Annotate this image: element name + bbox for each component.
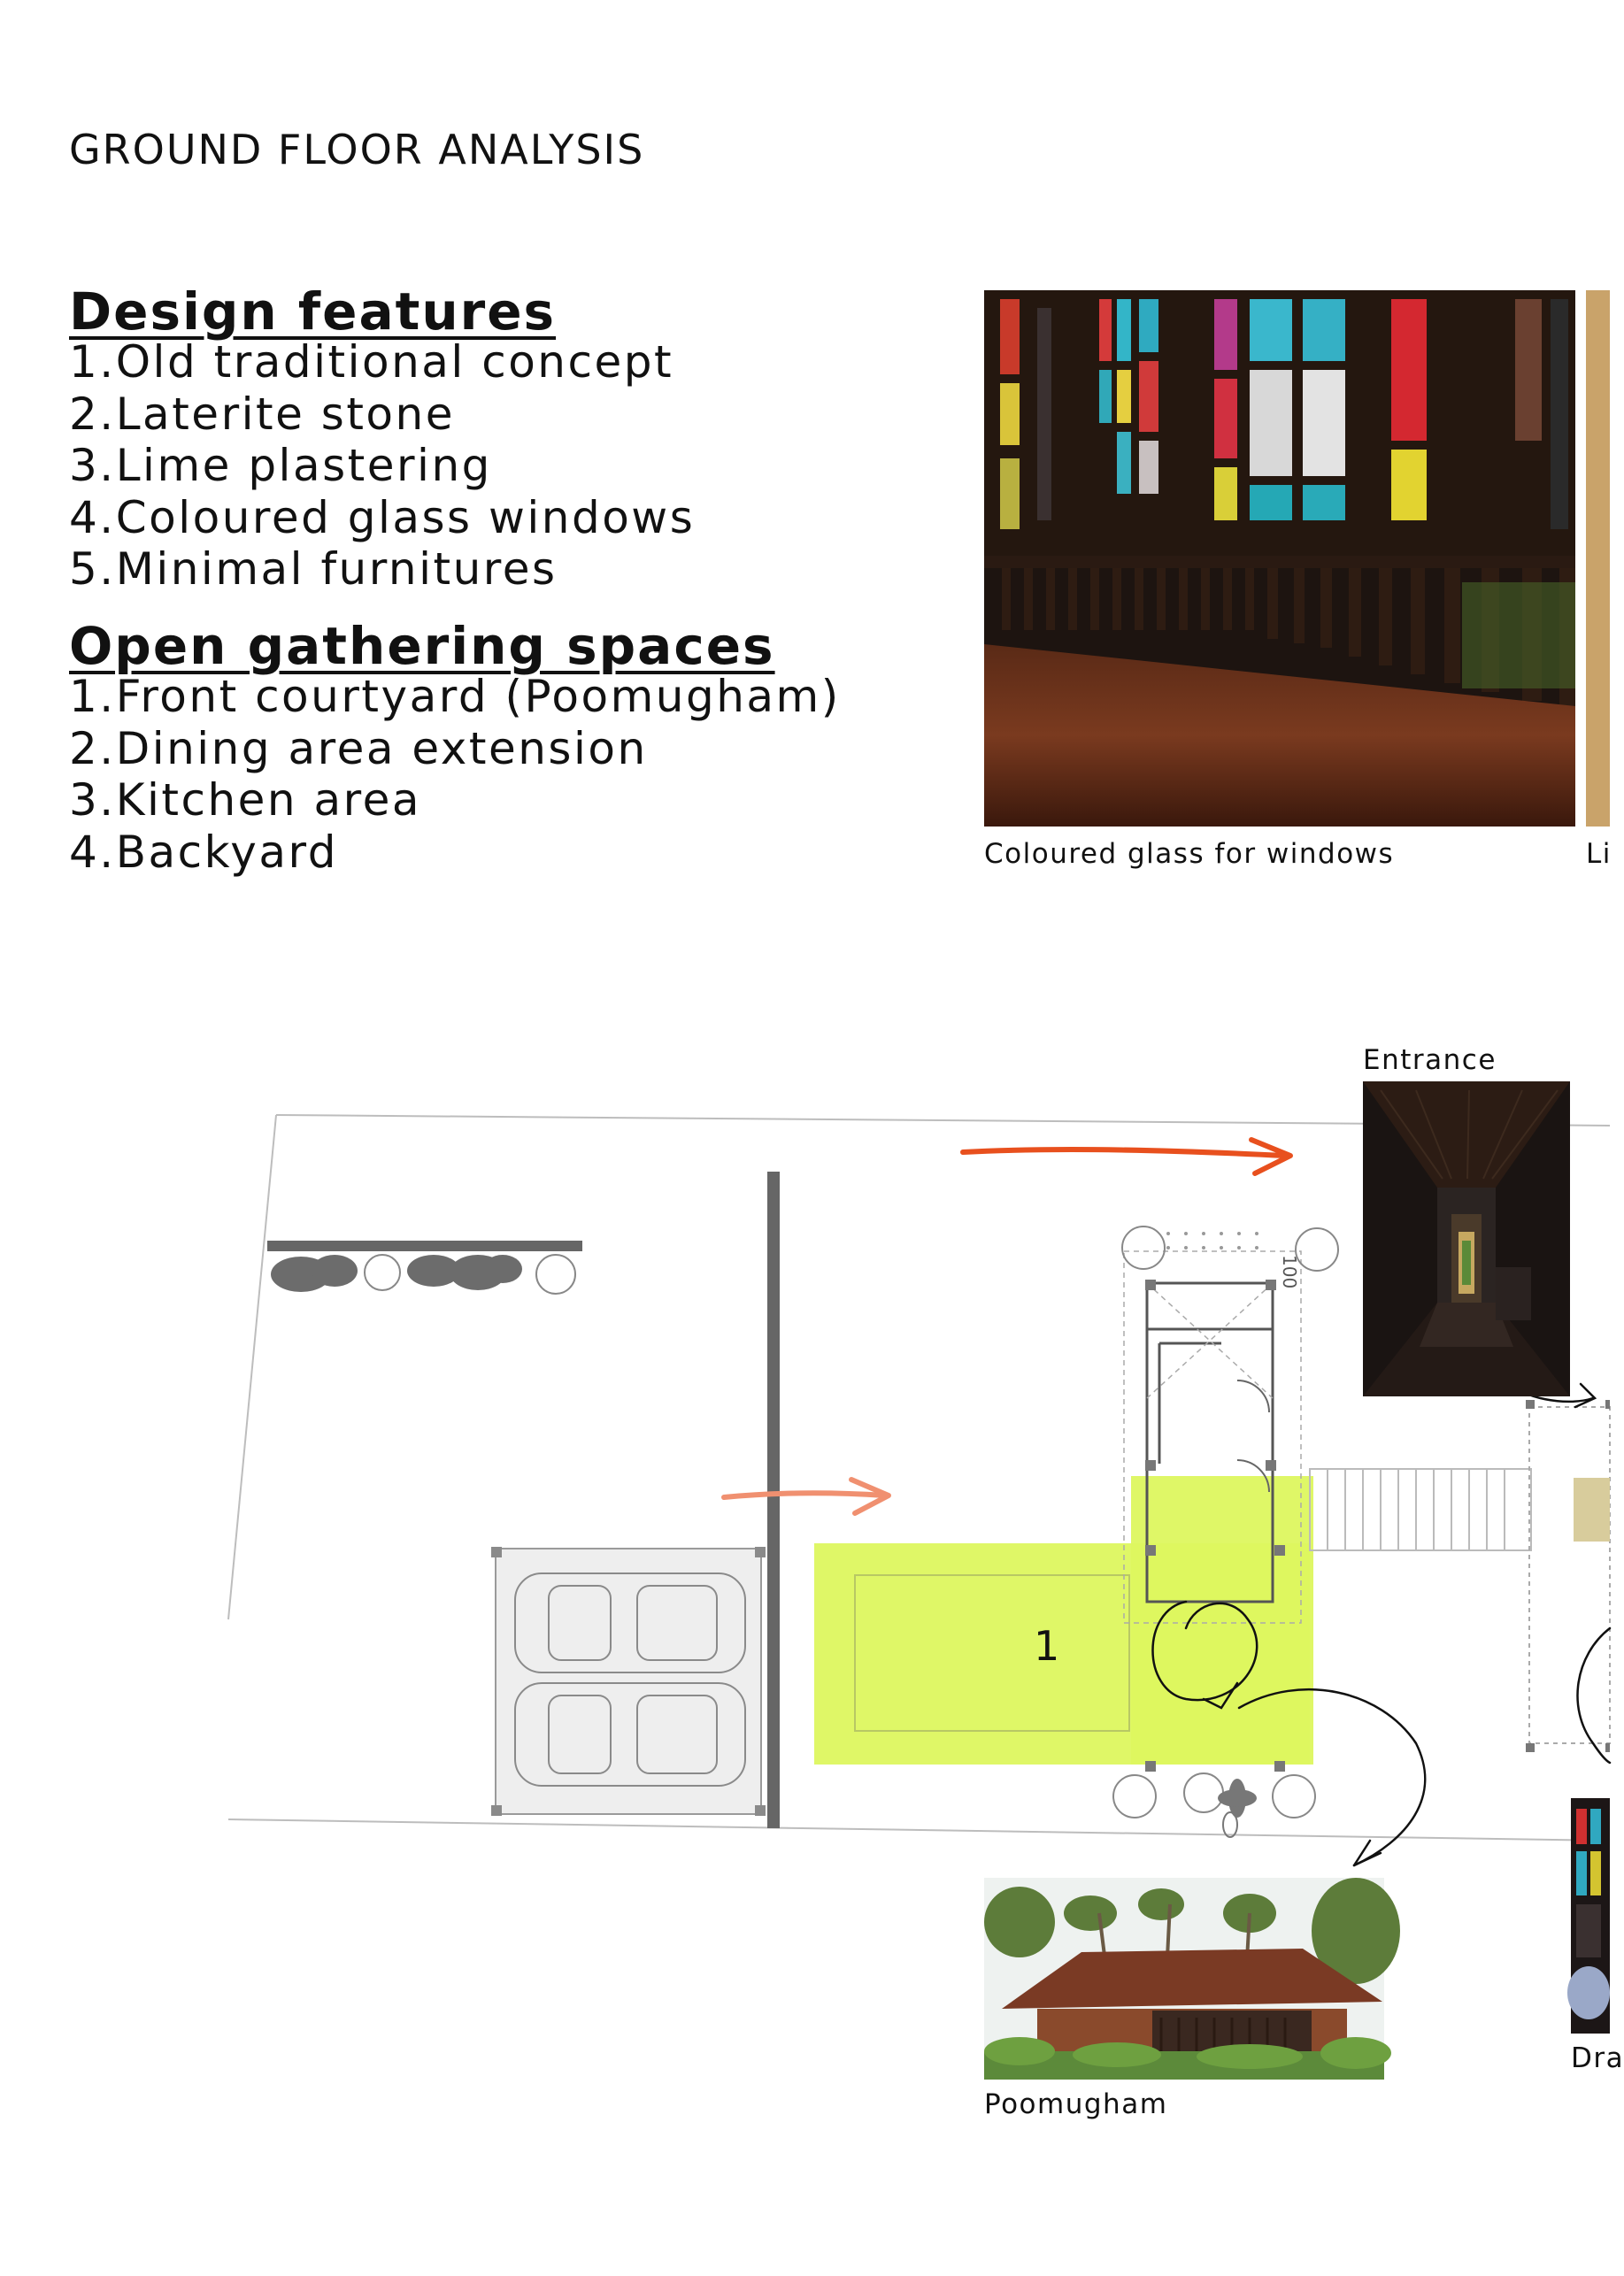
drawing-room-photo [1571,1798,1610,2034]
page-title: GROUND FLOOR ANALYSIS [69,126,645,173]
design-features-list [69,336,695,596]
circulation-arrow-icon [963,1140,1290,1173]
entrance-photo [1363,1081,1570,1396]
poomugham-photo [984,1878,1384,2080]
hedge-plants [271,1255,522,1292]
design-features-heading: Design features [69,281,557,342]
drawing-room-caption: Dra [1571,2042,1624,2074]
open-spaces-list [69,671,841,878]
poomugham-caption: Poomugham [984,2088,1168,2120]
coloured-glass-photo [984,290,1575,827]
list-item: 2.Laterite stone [69,388,455,440]
list-item: 2.Dining area extension [69,722,648,774]
list-item: 4.Coloured glass windows [69,491,696,543]
dimension-label: 100 [1279,1255,1300,1289]
zone-1-label: 1 [1034,1622,1060,1670]
list-item: 4.Backyard [69,826,338,878]
list-item: 1.Front courtyard (Poomugham) [69,671,841,722]
list-item: 5.Minimal furnitures [69,543,558,596]
second-photo-caption: Li [1586,838,1612,870]
list-item: 3.Lime plastering [69,440,492,492]
entry-arrow-icon [724,1480,889,1513]
flower-icon [1218,1779,1257,1837]
open-spaces-heading: Open gathering spaces [69,616,775,676]
list-item: 1.Old traditional concept [69,336,674,388]
windows-caption: Coloured glass for windows [984,838,1395,870]
lime-plaster-photo [1586,290,1610,827]
list-item: 3.Kitchen area [69,774,422,827]
entrance-caption: Entrance [1363,1044,1497,1076]
